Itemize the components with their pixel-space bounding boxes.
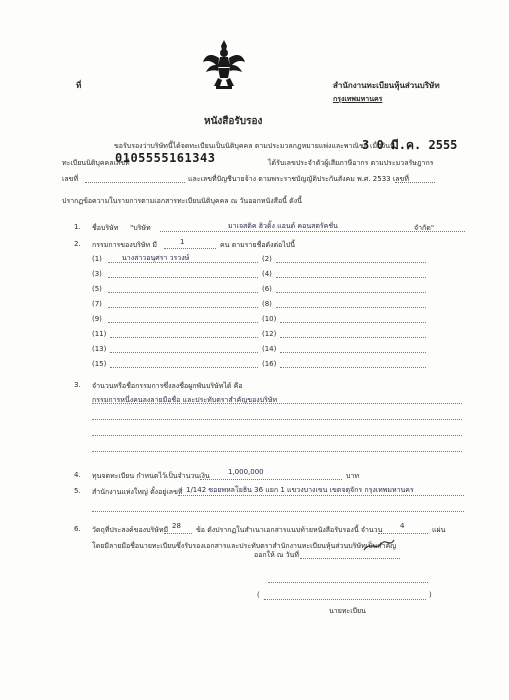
director-1-name: นางสาวอนุศรา วรวงษ์ xyxy=(122,254,190,262)
office-name: สำนักงานทะเบียนหุ้นส่วนบริษัท xyxy=(333,81,440,90)
item-5-label: สำนักงานแห่งใหญ่ ตั้งอยู่เลขที่ xyxy=(92,488,183,496)
item-4-number: 4. xyxy=(74,471,81,479)
garuda-emblem-icon xyxy=(202,38,246,92)
director-14-line xyxy=(280,352,426,353)
director-13-line xyxy=(110,352,258,353)
intro-line-4: ปรากฏข้อความในรายการตามเอกสารทะเบียนนิติบุคคล ณ วันออกหนังสือนี้ ดังนี้ xyxy=(62,197,302,205)
director-9-no: (9) xyxy=(92,315,102,323)
item-6-number: 6. xyxy=(74,525,81,533)
director-15-line xyxy=(110,367,258,368)
signing-authority: กรรมการหนึ่งคนลงลายมือชื่อ และประทับตราสำคัญของบริษัท xyxy=(92,396,278,404)
director-13-no: (13) xyxy=(92,345,107,353)
item-3-line-3 xyxy=(92,435,462,436)
ref-label: ที่ xyxy=(76,81,82,90)
objectives-count: 28 xyxy=(172,522,181,530)
director-3-no: (3) xyxy=(92,270,102,278)
intro-line-2-suffix: ได้รับเลขประจำตัวผู้เสียภาษีอากร ตามประมวลรัษฎากร xyxy=(268,159,434,167)
item-3-line-1 xyxy=(92,403,462,404)
item-1-number: 1. xyxy=(74,223,81,231)
item-4-line xyxy=(200,479,342,480)
director-7-no: (7) xyxy=(92,300,102,308)
registrar-name-open: ( xyxy=(257,591,260,599)
signature-line xyxy=(268,582,428,583)
item-6-label: วัตถุที่ประสงค์ของบริษัทมี xyxy=(92,526,169,534)
item-2-count-line xyxy=(164,248,216,249)
item-3-number: 3. xyxy=(74,381,81,389)
item-3-line-4 xyxy=(92,451,462,452)
director-9-line xyxy=(108,322,258,323)
company-name: มาเจสติค ฮิวดิ้ง แอนด์ คอนสตรัคชั่น xyxy=(228,222,338,230)
director-2-line xyxy=(276,262,426,263)
director-14-no: (14) xyxy=(262,345,277,353)
registrar-title: นายทะเบียน xyxy=(329,607,366,615)
director-4-line xyxy=(276,277,426,278)
director-12-line xyxy=(280,337,426,338)
director-10-line xyxy=(280,322,426,323)
item-2-label: กรรมการของบริษัท มี xyxy=(92,241,157,249)
document-title: หนังสือรับรอง xyxy=(204,116,263,127)
initial-signature-mark xyxy=(362,537,396,553)
registrar-name-line xyxy=(264,599,426,600)
item-6-suffix: แผ่น xyxy=(432,526,446,534)
director-10-no: (10) xyxy=(262,315,277,323)
director-5-no: (5) xyxy=(92,285,102,293)
item-2-number: 2. xyxy=(74,240,81,248)
tax-id-line xyxy=(85,182,185,183)
director-15-no: (15) xyxy=(92,360,107,368)
registration-date-stamp: 3 0 มี.ค. 2555 xyxy=(362,138,458,152)
office-city: กรุงเทพมหานคร xyxy=(333,95,383,103)
director-8-line xyxy=(276,307,426,308)
item-6-count-line xyxy=(164,533,192,534)
director-6-line xyxy=(276,292,426,293)
director-11-no: (11) xyxy=(92,330,107,338)
registrar-name-close: ) xyxy=(429,591,432,599)
item-1-suffix: จำกัด" xyxy=(414,224,435,232)
director-16-line xyxy=(280,367,426,368)
item-1-prefix: "บริษัท xyxy=(130,224,151,232)
item-1-label: ชื่อบริษัท xyxy=(92,224,119,232)
director-7-line xyxy=(108,307,258,308)
director-2-no: (2) xyxy=(262,255,272,263)
director-8-no: (8) xyxy=(262,300,272,308)
director-4-no: (4) xyxy=(262,270,272,278)
director-12-no: (12) xyxy=(262,330,277,338)
item-2-suffix: คน ตามรายชื่อดังต่อไปนี้ xyxy=(220,241,295,249)
director-11-line xyxy=(110,337,258,338)
item-4-label: ทุนจดทะเบียน กำหนดไว้เป็นจำนวนเงิน xyxy=(92,472,210,480)
item-5-number: 5. xyxy=(74,487,81,495)
registration-number: 0105555161343 xyxy=(115,151,216,165)
intro-line-3-suffix: และเลขที่ปัญชีนายจ้าง ตามพระราชบัญญัติประกันสังคม พ.ศ. 2533 เลขที่ xyxy=(188,175,409,183)
item-6-line-2: โดยมีลายมือชื่อนายทะเบียนซึ่งรับรองเอกสารและประทับตราสำนักงานทะเบียนหุ้นส่วนบริษัทเป็นสำคัญ xyxy=(92,542,397,550)
item-3-line-2 xyxy=(92,419,462,420)
attached-pages-count: 4 xyxy=(400,522,405,530)
item-3-label: จำนวนหรือชื่อกรรมการซึ่งลงชื่อผูกพันบริษัทได้ คือ xyxy=(92,382,243,390)
intro-line-3-prefix: เลขที่ xyxy=(62,175,79,183)
director-3-line xyxy=(108,277,258,278)
item-5-line-2 xyxy=(92,511,464,512)
director-1-no: (1) xyxy=(92,255,102,263)
item-6-mid: ข้อ ดังปรากฏในสำเนาเอกสารแนบท้ายหนังสือรับรองนี้ จำนวน xyxy=(196,526,383,534)
director-16-no: (16) xyxy=(262,360,277,368)
director-5-line xyxy=(108,292,258,293)
head-office-address: 1/142 ซอยพหลโยธิน 36 แยก 1 แขวงบางเขน เขตจตุจักร กรุงเทพมหานคร xyxy=(186,486,414,494)
intro-line-2-prefix: ทะเบียนนิติบุคคลเลขที่ xyxy=(62,159,130,167)
issued-date-line xyxy=(300,558,400,559)
item-4-suffix: บาท xyxy=(346,472,359,480)
director-count: 1 xyxy=(180,238,185,246)
registered-capital: 1,000,000 xyxy=(228,468,264,476)
intro-line-1: ขอรับรองว่าบริษัทนี้ได้จดทะเบียนเป็นนิติบุคคล ตามประมวลกฎหมายแพ่งและพาณิชย์ เมื่อวันที่ xyxy=(114,142,395,150)
director-6-no: (6) xyxy=(262,285,272,293)
issued-date-label: ออกให้ ณ วันที่ xyxy=(254,551,299,559)
item-6-pages-line xyxy=(378,533,428,534)
employer-id-line xyxy=(395,182,435,183)
